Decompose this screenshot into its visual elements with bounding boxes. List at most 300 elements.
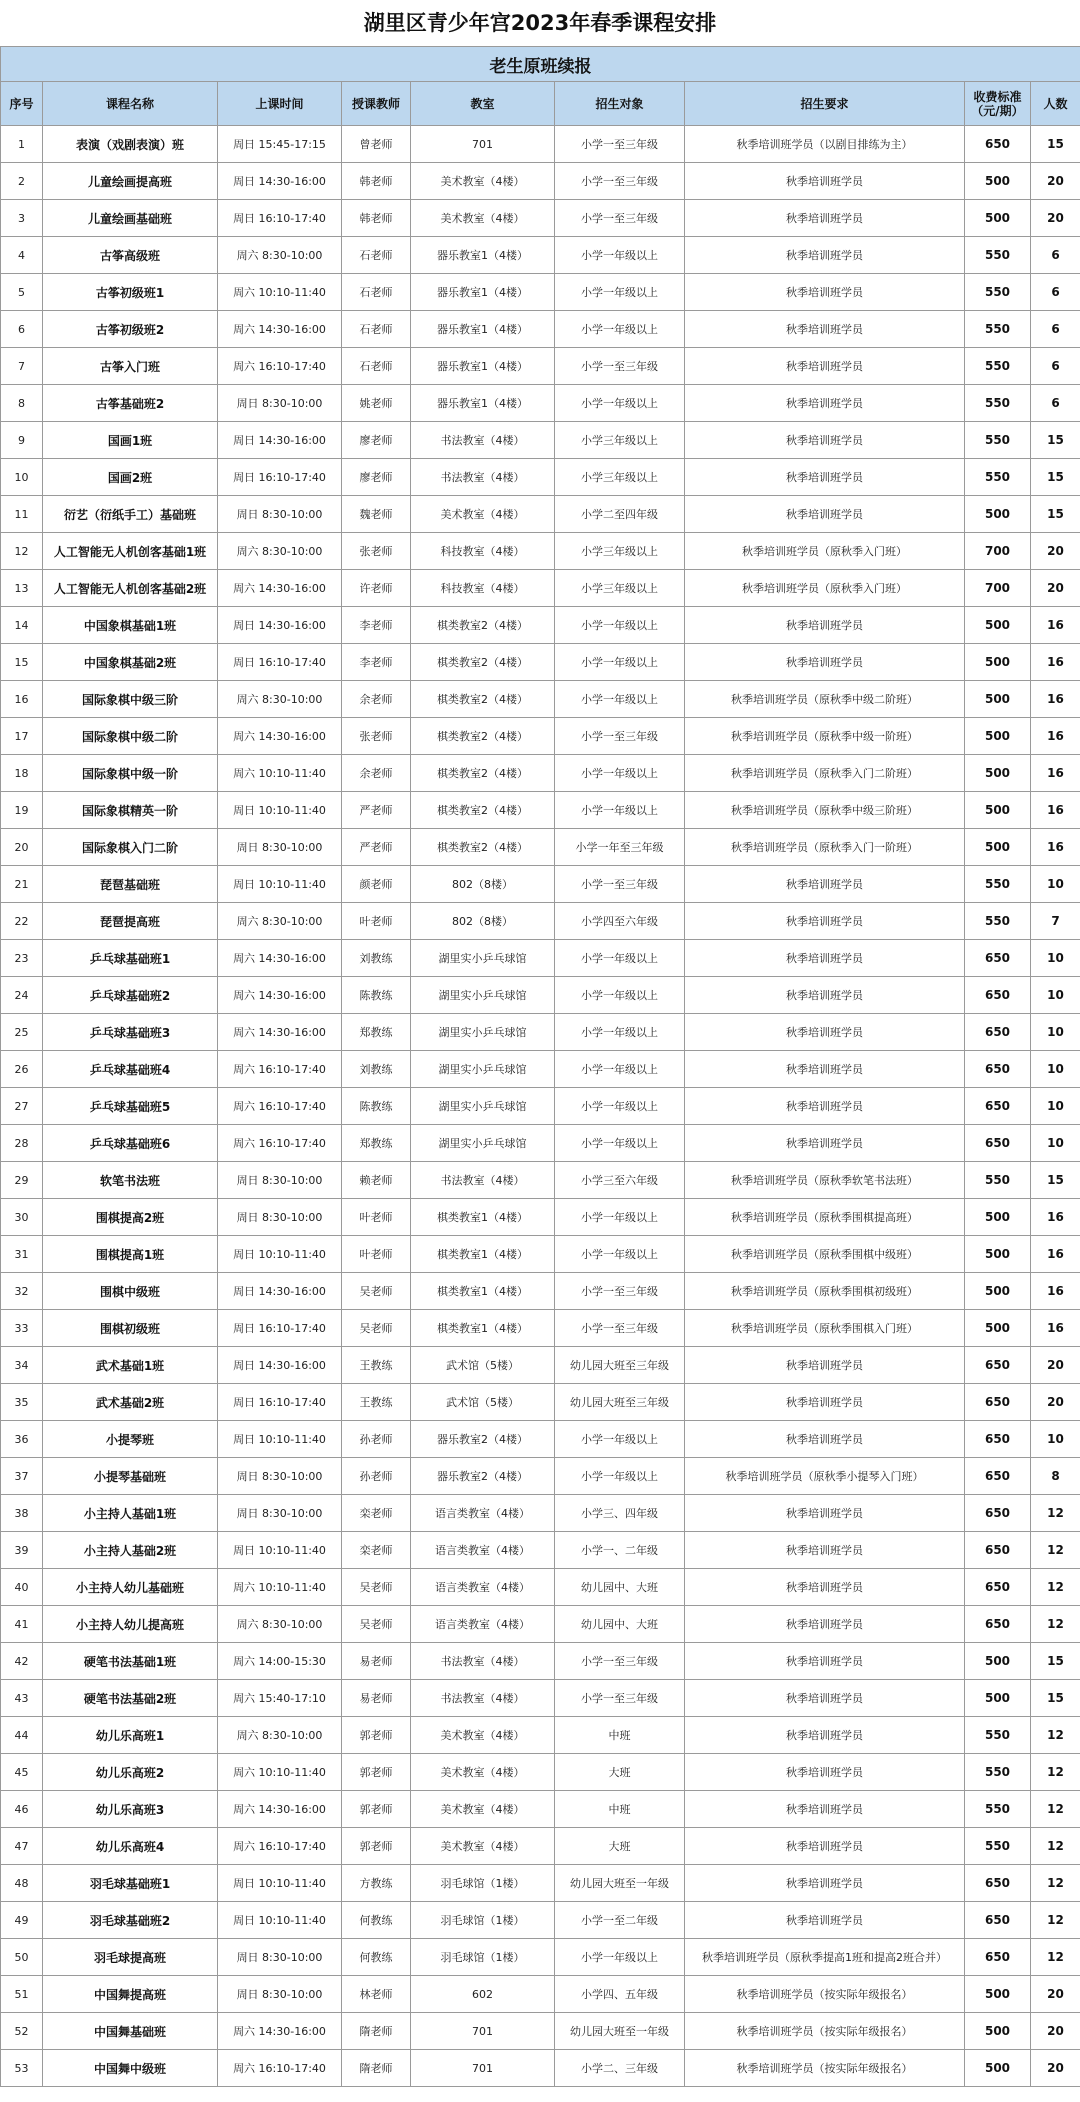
- col-index-cell: 5: [1, 274, 43, 311]
- col-count-cell: 16: [1031, 607, 1080, 644]
- table-row: [1, 1014, 1080, 1051]
- col-requirement-cell: 秋季培训班学员: [685, 348, 965, 385]
- col-count-cell: 20: [1031, 163, 1080, 200]
- table-row: [1, 1421, 1080, 1458]
- col-count-cell: 10: [1031, 977, 1080, 1014]
- table-row: [1, 755, 1080, 792]
- col-target-cell: 小学三至六年级: [555, 1162, 685, 1199]
- col-course-name-cell: 乒乓球基础班4: [43, 1051, 218, 1088]
- col-time-cell: 周日 15:45-17:15: [218, 126, 342, 163]
- col-requirement-cell: 秋季培训班学员（原秋季入门二阶班）: [685, 755, 965, 792]
- col-teacher-cell: 许老师: [342, 570, 411, 607]
- col-count-cell: 15: [1031, 459, 1080, 496]
- col-fee-cell: 500: [965, 644, 1031, 681]
- col-index-cell: 16: [1, 681, 43, 718]
- col-teacher-cell: 赖老师: [342, 1162, 411, 1199]
- col-course-name-cell: 国画1班: [43, 422, 218, 459]
- col-requirement-cell: 秋季培训班学员: [685, 1421, 965, 1458]
- table-row: [1, 1680, 1080, 1717]
- col-count-cell: 16: [1031, 1273, 1080, 1310]
- col-index-cell: 25: [1, 1014, 43, 1051]
- col-classroom-cell: 湖里实小乒乓球馆: [411, 940, 555, 977]
- col-course-name-cell: 围棋中级班: [43, 1273, 218, 1310]
- col-time-cell: 周六 10:10-11:40: [218, 274, 342, 311]
- col-teacher-cell: 方教练: [342, 1865, 411, 1902]
- col-target-cell: 中班: [555, 1717, 685, 1754]
- col-target-cell: 小学一年级以上: [555, 1458, 685, 1495]
- table-row: [1, 1569, 1080, 1606]
- col-course-name-cell: 人工智能无人机创客基础1班: [43, 533, 218, 570]
- col-index-cell: 15: [1, 644, 43, 681]
- col-classroom-cell: 器乐教室1（4楼）: [411, 385, 555, 422]
- col-target-cell: 小学一年级以上: [555, 1199, 685, 1236]
- col-course-name-cell: 表演（戏剧表演）班: [43, 126, 218, 163]
- col-requirement-cell: 秋季培训班学员: [685, 607, 965, 644]
- col-teacher-cell: 廖老师: [342, 459, 411, 496]
- col-requirement-cell: 秋季培训班学员: [685, 1643, 965, 1680]
- col-requirement-cell: 秋季培训班学员: [685, 1680, 965, 1717]
- col-teacher-cell: 廖老师: [342, 422, 411, 459]
- col-fee-cell: 500: [965, 718, 1031, 755]
- col-target-cell: 小学一年级以上: [555, 681, 685, 718]
- table-row: [1, 1384, 1080, 1421]
- col-count-cell: 16: [1031, 681, 1080, 718]
- col-count-cell: 10: [1031, 940, 1080, 977]
- col-requirement-cell: 秋季培训班学员: [685, 644, 965, 681]
- col-course-name-cell: 乒乓球基础班3: [43, 1014, 218, 1051]
- col-course-name-cell: 软笔书法班: [43, 1162, 218, 1199]
- col-fee-cell: 650: [965, 1606, 1031, 1643]
- col-target-cell: 小学一年级以上: [555, 607, 685, 644]
- col-classroom-cell: 701: [411, 2050, 555, 2087]
- col-time-cell: 周六 8:30-10:00: [218, 1717, 342, 1754]
- col-count-cell: 6: [1031, 348, 1080, 385]
- col-index-cell: 26: [1, 1051, 43, 1088]
- col-index-cell: 38: [1, 1495, 43, 1532]
- col-count-cell: 10: [1031, 1421, 1080, 1458]
- col-requirement-cell: 秋季培训班学员: [685, 1791, 965, 1828]
- col-count-cell: 15: [1031, 1162, 1080, 1199]
- col-classroom-cell: 棋类教室2（4楼）: [411, 829, 555, 866]
- col-requirement-cell: 秋季培训班学员（原秋季中级一阶班）: [685, 718, 965, 755]
- col-teacher-cell: 陈教练: [342, 977, 411, 1014]
- col-index-cell: 2: [1, 163, 43, 200]
- col-index-cell: 24: [1, 977, 43, 1014]
- col-index-cell: 33: [1, 1310, 43, 1347]
- col-course-name-cell: 古筝入门班: [43, 348, 218, 385]
- col-index-cell: 40: [1, 1569, 43, 1606]
- col-index-cell: 45: [1, 1754, 43, 1791]
- col-requirement-cell: 秋季培训班学员（按实际年级报名）: [685, 1976, 965, 2013]
- col-requirement-cell: 秋季培训班学员: [685, 977, 965, 1014]
- col-index-cell: 49: [1, 1902, 43, 1939]
- col-time-cell: 周日 8:30-10:00: [218, 385, 342, 422]
- col-time-cell: 周日 8:30-10:00: [218, 1162, 342, 1199]
- col-teacher-cell: 曾老师: [342, 126, 411, 163]
- col-count-cell: 12: [1031, 1865, 1080, 1902]
- col-time-cell: 周六 16:10-17:40: [218, 1828, 342, 1865]
- col-count-cell: 12: [1031, 1717, 1080, 1754]
- col-fee-cell: 550: [965, 1791, 1031, 1828]
- col-index-cell: 48: [1, 1865, 43, 1902]
- col-classroom-cell: 湖里实小乒乓球馆: [411, 1051, 555, 1088]
- col-time-cell: 周六 14:30-16:00: [218, 2013, 342, 2050]
- col-count-cell: 15: [1031, 496, 1080, 533]
- col-fee-cell: 500: [965, 496, 1031, 533]
- col-classroom-cell: 棋类教室2（4楼）: [411, 718, 555, 755]
- col-target-cell: 小学一年级以上: [555, 1051, 685, 1088]
- col-requirement-cell: 秋季培训班学员（原秋季中级三阶班）: [685, 792, 965, 829]
- col-time-cell: 周六 8:30-10:00: [218, 237, 342, 274]
- col-time-cell: 周日 10:10-11:40: [218, 1865, 342, 1902]
- table-row: [1, 1939, 1080, 1976]
- col-classroom-cell: 语言类教室（4楼）: [411, 1569, 555, 1606]
- col-course-name-cell: 小提琴班: [43, 1421, 218, 1458]
- col-teacher-cell: 刘教练: [342, 940, 411, 977]
- col-teacher-cell: 颜老师: [342, 866, 411, 903]
- table-row: [1, 1606, 1080, 1643]
- col-requirement-cell: 秋季培训班学员（原秋季软笔书法班）: [685, 1162, 965, 1199]
- col-time-cell: 周日 16:10-17:40: [218, 644, 342, 681]
- col-teacher-cell: 叶老师: [342, 903, 411, 940]
- col-target-cell: 小学一年级以上: [555, 755, 685, 792]
- col-requirement-cell: 秋季培训班学员: [685, 1347, 965, 1384]
- col-time-cell: 周六 16:10-17:40: [218, 2050, 342, 2087]
- col-requirement-cell: 秋季培训班学员: [685, 422, 965, 459]
- col-fee-cell: 500: [965, 755, 1031, 792]
- col-index-cell: 27: [1, 1088, 43, 1125]
- col-time-cell: 周日 10:10-11:40: [218, 866, 342, 903]
- col-index-cell: 13: [1, 570, 43, 607]
- col-course-name-cell: 武术基础2班: [43, 1384, 218, 1421]
- col-time-cell: 周六 16:10-17:40: [218, 348, 342, 385]
- header-col-index: 序号: [1, 82, 43, 126]
- col-time-cell: 周六 14:30-16:00: [218, 977, 342, 1014]
- col-classroom-cell: 湖里实小乒乓球馆: [411, 1088, 555, 1125]
- col-teacher-cell: 石老师: [342, 348, 411, 385]
- col-fee-cell: 550: [965, 311, 1031, 348]
- col-target-cell: 小学一年级以上: [555, 1125, 685, 1162]
- table-row: [1, 1976, 1080, 2013]
- col-index-cell: 18: [1, 755, 43, 792]
- col-target-cell: 小学一、二年级: [555, 1532, 685, 1569]
- col-time-cell: 周六 14:30-16:00: [218, 1014, 342, 1051]
- col-fee-cell: 500: [965, 829, 1031, 866]
- col-requirement-cell: 秋季培训班学员: [685, 1717, 965, 1754]
- course-schedule-table: [0, 46, 1080, 2087]
- col-count-cell: 20: [1031, 533, 1080, 570]
- col-time-cell: 周日 16:10-17:40: [218, 459, 342, 496]
- col-index-cell: 10: [1, 459, 43, 496]
- col-index-cell: 44: [1, 1717, 43, 1754]
- col-course-name-cell: 古筝初级班1: [43, 274, 218, 311]
- col-index-cell: 37: [1, 1458, 43, 1495]
- col-fee-cell: 500: [965, 607, 1031, 644]
- col-fee-cell: 650: [965, 126, 1031, 163]
- col-time-cell: 周日 8:30-10:00: [218, 1939, 342, 1976]
- col-target-cell: 小学一至二年级: [555, 1902, 685, 1939]
- table-row: [1, 1865, 1080, 1902]
- col-teacher-cell: 吴老师: [342, 1606, 411, 1643]
- col-target-cell: 小学一年级以上: [555, 237, 685, 274]
- col-target-cell: 幼儿园大班至一年级: [555, 1865, 685, 1902]
- header-col-count: 人数: [1031, 82, 1080, 126]
- col-course-name-cell: 围棋提高1班: [43, 1236, 218, 1273]
- col-classroom-cell: 羽毛球馆（1楼）: [411, 1939, 555, 1976]
- col-time-cell: 周六 10:10-11:40: [218, 1754, 342, 1791]
- col-time-cell: 周日 10:10-11:40: [218, 1421, 342, 1458]
- table-row: [1, 1051, 1080, 1088]
- col-target-cell: 小学一年级以上: [555, 1088, 685, 1125]
- col-classroom-cell: 棋类教室2（4楼）: [411, 755, 555, 792]
- col-teacher-cell: 隋老师: [342, 2013, 411, 2050]
- col-fee-cell: 650: [965, 1384, 1031, 1421]
- col-course-name-cell: 中国舞提高班: [43, 1976, 218, 2013]
- col-requirement-cell: 秋季培训班学员: [685, 1902, 965, 1939]
- col-requirement-cell: 秋季培训班学员: [685, 1828, 965, 1865]
- col-time-cell: 周六 10:10-11:40: [218, 1569, 342, 1606]
- col-target-cell: 小学三年级以上: [555, 570, 685, 607]
- col-course-name-cell: 羽毛球提高班: [43, 1939, 218, 1976]
- col-course-name-cell: 小提琴基础班: [43, 1458, 218, 1495]
- col-count-cell: 16: [1031, 755, 1080, 792]
- table-row: [1, 977, 1080, 1014]
- col-fee-cell: 550: [965, 1162, 1031, 1199]
- col-requirement-cell: 秋季培训班学员: [685, 200, 965, 237]
- col-fee-cell: 650: [965, 1495, 1031, 1532]
- col-target-cell: 小学一年至三年级: [555, 829, 685, 866]
- col-course-name-cell: 幼儿乐高班4: [43, 1828, 218, 1865]
- col-target-cell: 小学一至三年级: [555, 866, 685, 903]
- table-row: [1, 422, 1080, 459]
- col-fee-cell: 650: [965, 1125, 1031, 1162]
- col-fee-cell: 650: [965, 1902, 1031, 1939]
- col-time-cell: 周日 8:30-10:00: [218, 1458, 342, 1495]
- col-count-cell: 7: [1031, 903, 1080, 940]
- col-count-cell: 12: [1031, 1532, 1080, 1569]
- col-time-cell: 周六 14:30-16:00: [218, 718, 342, 755]
- col-time-cell: 周日 8:30-10:00: [218, 1495, 342, 1532]
- table-row: [1, 459, 1080, 496]
- col-course-name-cell: 中国舞中级班: [43, 2050, 218, 2087]
- col-teacher-cell: 隋老师: [342, 2050, 411, 2087]
- col-index-cell: 47: [1, 1828, 43, 1865]
- col-requirement-cell: 秋季培训班学员: [685, 1125, 965, 1162]
- table-row: [1, 940, 1080, 977]
- col-course-name-cell: 小主持人幼儿提高班: [43, 1606, 218, 1643]
- col-count-cell: 20: [1031, 2013, 1080, 2050]
- col-course-name-cell: 硬笔书法基础1班: [43, 1643, 218, 1680]
- col-requirement-cell: 秋季培训班学员（原秋季提高1班和提高2班合并）: [685, 1939, 965, 1976]
- table-row: [1, 1236, 1080, 1273]
- col-fee-cell: 500: [965, 200, 1031, 237]
- col-fee-cell: 550: [965, 1717, 1031, 1754]
- col-course-name-cell: 儿童绘画提高班: [43, 163, 218, 200]
- col-requirement-cell: 秋季培训班学员（原秋季围棋中级班）: [685, 1236, 965, 1273]
- col-course-name-cell: 乒乓球基础班2: [43, 977, 218, 1014]
- col-classroom-cell: 器乐教室2（4楼）: [411, 1458, 555, 1495]
- col-classroom-cell: 书法教室（4楼）: [411, 1643, 555, 1680]
- col-target-cell: 小学一年级以上: [555, 311, 685, 348]
- col-requirement-cell: 秋季培训班学员（原秋季围棋提高班）: [685, 1199, 965, 1236]
- col-course-name-cell: 国际象棋中级二阶: [43, 718, 218, 755]
- col-teacher-cell: 郭老师: [342, 1791, 411, 1828]
- col-fee-cell: 550: [965, 274, 1031, 311]
- col-requirement-cell: 秋季培训班学员: [685, 1495, 965, 1532]
- col-classroom-cell: 器乐教室1（4楼）: [411, 237, 555, 274]
- col-count-cell: 10: [1031, 1088, 1080, 1125]
- col-requirement-cell: 秋季培训班学员: [685, 1014, 965, 1051]
- col-fee-cell: 550: [965, 866, 1031, 903]
- section-title: 老生原班续报: [1, 47, 1080, 82]
- table-row: [1, 200, 1080, 237]
- col-course-name-cell: 古筝高级班: [43, 237, 218, 274]
- col-count-cell: 12: [1031, 1902, 1080, 1939]
- col-count-cell: 16: [1031, 1236, 1080, 1273]
- col-target-cell: 小学二、三年级: [555, 2050, 685, 2087]
- col-classroom-cell: 书法教室（4楼）: [411, 1162, 555, 1199]
- col-time-cell: 周六 15:40-17:10: [218, 1680, 342, 1717]
- col-requirement-cell: 秋季培训班学员（原秋季小提琴入门班）: [685, 1458, 965, 1495]
- col-course-name-cell: 琵琶提高班: [43, 903, 218, 940]
- col-classroom-cell: 语言类教室（4楼）: [411, 1606, 555, 1643]
- col-count-cell: 12: [1031, 1754, 1080, 1791]
- col-index-cell: 20: [1, 829, 43, 866]
- col-fee-cell: 550: [965, 459, 1031, 496]
- col-course-name-cell: 儿童绘画基础班: [43, 200, 218, 237]
- col-index-cell: 29: [1, 1162, 43, 1199]
- col-teacher-cell: 孙老师: [342, 1458, 411, 1495]
- col-course-name-cell: 幼儿乐高班1: [43, 1717, 218, 1754]
- col-target-cell: 小学一年级以上: [555, 1421, 685, 1458]
- col-course-name-cell: 小主持人幼儿基础班: [43, 1569, 218, 1606]
- col-teacher-cell: 王教练: [342, 1347, 411, 1384]
- table-row: [1, 1125, 1080, 1162]
- table-row: [1, 1828, 1080, 1865]
- table-row: [1, 348, 1080, 385]
- col-teacher-cell: 叶老师: [342, 1199, 411, 1236]
- header-col-time: 上课时间: [218, 82, 342, 126]
- col-target-cell: 幼儿园大班至三年级: [555, 1384, 685, 1421]
- col-course-name-cell: 羽毛球基础班1: [43, 1865, 218, 1902]
- col-count-cell: 6: [1031, 385, 1080, 422]
- col-course-name-cell: 中国象棋基础1班: [43, 607, 218, 644]
- col-requirement-cell: 秋季培训班学员（按实际年级报名）: [685, 2013, 965, 2050]
- col-count-cell: 20: [1031, 570, 1080, 607]
- col-target-cell: 小学一至三年级: [555, 1643, 685, 1680]
- col-index-cell: 32: [1, 1273, 43, 1310]
- col-classroom-cell: 701: [411, 2013, 555, 2050]
- col-requirement-cell: 秋季培训班学员: [685, 1754, 965, 1791]
- col-fee-cell: 650: [965, 1088, 1031, 1125]
- col-index-cell: 36: [1, 1421, 43, 1458]
- col-index-cell: 30: [1, 1199, 43, 1236]
- col-fee-cell: 550: [965, 237, 1031, 274]
- col-classroom-cell: 武术馆（5楼）: [411, 1384, 555, 1421]
- col-time-cell: 周六 10:10-11:40: [218, 755, 342, 792]
- col-index-cell: 12: [1, 533, 43, 570]
- col-teacher-cell: 栾老师: [342, 1495, 411, 1532]
- col-course-name-cell: 琵琶基础班: [43, 866, 218, 903]
- table-row: [1, 274, 1080, 311]
- col-time-cell: 周日 16:10-17:40: [218, 1310, 342, 1347]
- table-row: [1, 1347, 1080, 1384]
- col-requirement-cell: 秋季培训班学员: [685, 1051, 965, 1088]
- col-count-cell: 10: [1031, 1014, 1080, 1051]
- table-row: [1, 1162, 1080, 1199]
- col-fee-cell: 550: [965, 1754, 1031, 1791]
- col-count-cell: 8: [1031, 1458, 1080, 1495]
- col-requirement-cell: 秋季培训班学员: [685, 274, 965, 311]
- col-fee-cell: 500: [965, 1236, 1031, 1273]
- col-time-cell: 周日 10:10-11:40: [218, 792, 342, 829]
- header-col-requirement: 招生要求: [685, 82, 965, 126]
- col-count-cell: 10: [1031, 1125, 1080, 1162]
- col-teacher-cell: 韩老师: [342, 163, 411, 200]
- col-teacher-cell: 吴老师: [342, 1273, 411, 1310]
- col-time-cell: 周六 16:10-17:40: [218, 1125, 342, 1162]
- col-target-cell: 小学一年级以上: [555, 977, 685, 1014]
- col-target-cell: 中班: [555, 1791, 685, 1828]
- table-row: [1, 1791, 1080, 1828]
- col-index-cell: 19: [1, 792, 43, 829]
- col-course-name-cell: 羽毛球基础班2: [43, 1902, 218, 1939]
- col-classroom-cell: 湖里实小乒乓球馆: [411, 1125, 555, 1162]
- table-row: [1, 681, 1080, 718]
- col-course-name-cell: 中国象棋基础2班: [43, 644, 218, 681]
- table-row: [1, 126, 1080, 163]
- col-teacher-cell: 余老师: [342, 681, 411, 718]
- table-row: [1, 903, 1080, 940]
- col-classroom-cell: 棋类教室2（4楼）: [411, 644, 555, 681]
- table-row: [1, 1643, 1080, 1680]
- col-fee-cell: 550: [965, 422, 1031, 459]
- col-classroom-cell: 602: [411, 1976, 555, 2013]
- col-target-cell: 幼儿园中、大班: [555, 1569, 685, 1606]
- col-requirement-cell: 秋季培训班学员: [685, 1532, 965, 1569]
- col-course-name-cell: 国际象棋精英一阶: [43, 792, 218, 829]
- col-target-cell: 小学一至三年级: [555, 1680, 685, 1717]
- col-time-cell: 周日 14:30-16:00: [218, 1347, 342, 1384]
- col-index-cell: 35: [1, 1384, 43, 1421]
- col-teacher-cell: 何教练: [342, 1939, 411, 1976]
- col-course-name-cell: 小主持人基础1班: [43, 1495, 218, 1532]
- col-classroom-cell: 美术教室（4楼）: [411, 163, 555, 200]
- table-row: [1, 1532, 1080, 1569]
- col-index-cell: 21: [1, 866, 43, 903]
- col-index-cell: 23: [1, 940, 43, 977]
- column-header-row: [1, 82, 1080, 126]
- col-count-cell: 16: [1031, 829, 1080, 866]
- col-classroom-cell: 书法教室（4楼）: [411, 422, 555, 459]
- table-row: [1, 718, 1080, 755]
- col-count-cell: 12: [1031, 1606, 1080, 1643]
- col-fee-cell: 500: [965, 1643, 1031, 1680]
- col-course-name-cell: 围棋初级班: [43, 1310, 218, 1347]
- col-time-cell: 周日 14:30-16:00: [218, 422, 342, 459]
- col-count-cell: 10: [1031, 866, 1080, 903]
- col-time-cell: 周六 14:30-16:00: [218, 1791, 342, 1828]
- col-teacher-cell: 易老师: [342, 1680, 411, 1717]
- col-teacher-cell: 石老师: [342, 237, 411, 274]
- col-count-cell: 16: [1031, 644, 1080, 681]
- col-teacher-cell: 何教练: [342, 1902, 411, 1939]
- col-classroom-cell: 科技教室（4楼）: [411, 533, 555, 570]
- col-time-cell: 周六 8:30-10:00: [218, 533, 342, 570]
- col-classroom-cell: 棋类教室1（4楼）: [411, 1273, 555, 1310]
- col-fee-cell: 650: [965, 1421, 1031, 1458]
- col-classroom-cell: 羽毛球馆（1楼）: [411, 1902, 555, 1939]
